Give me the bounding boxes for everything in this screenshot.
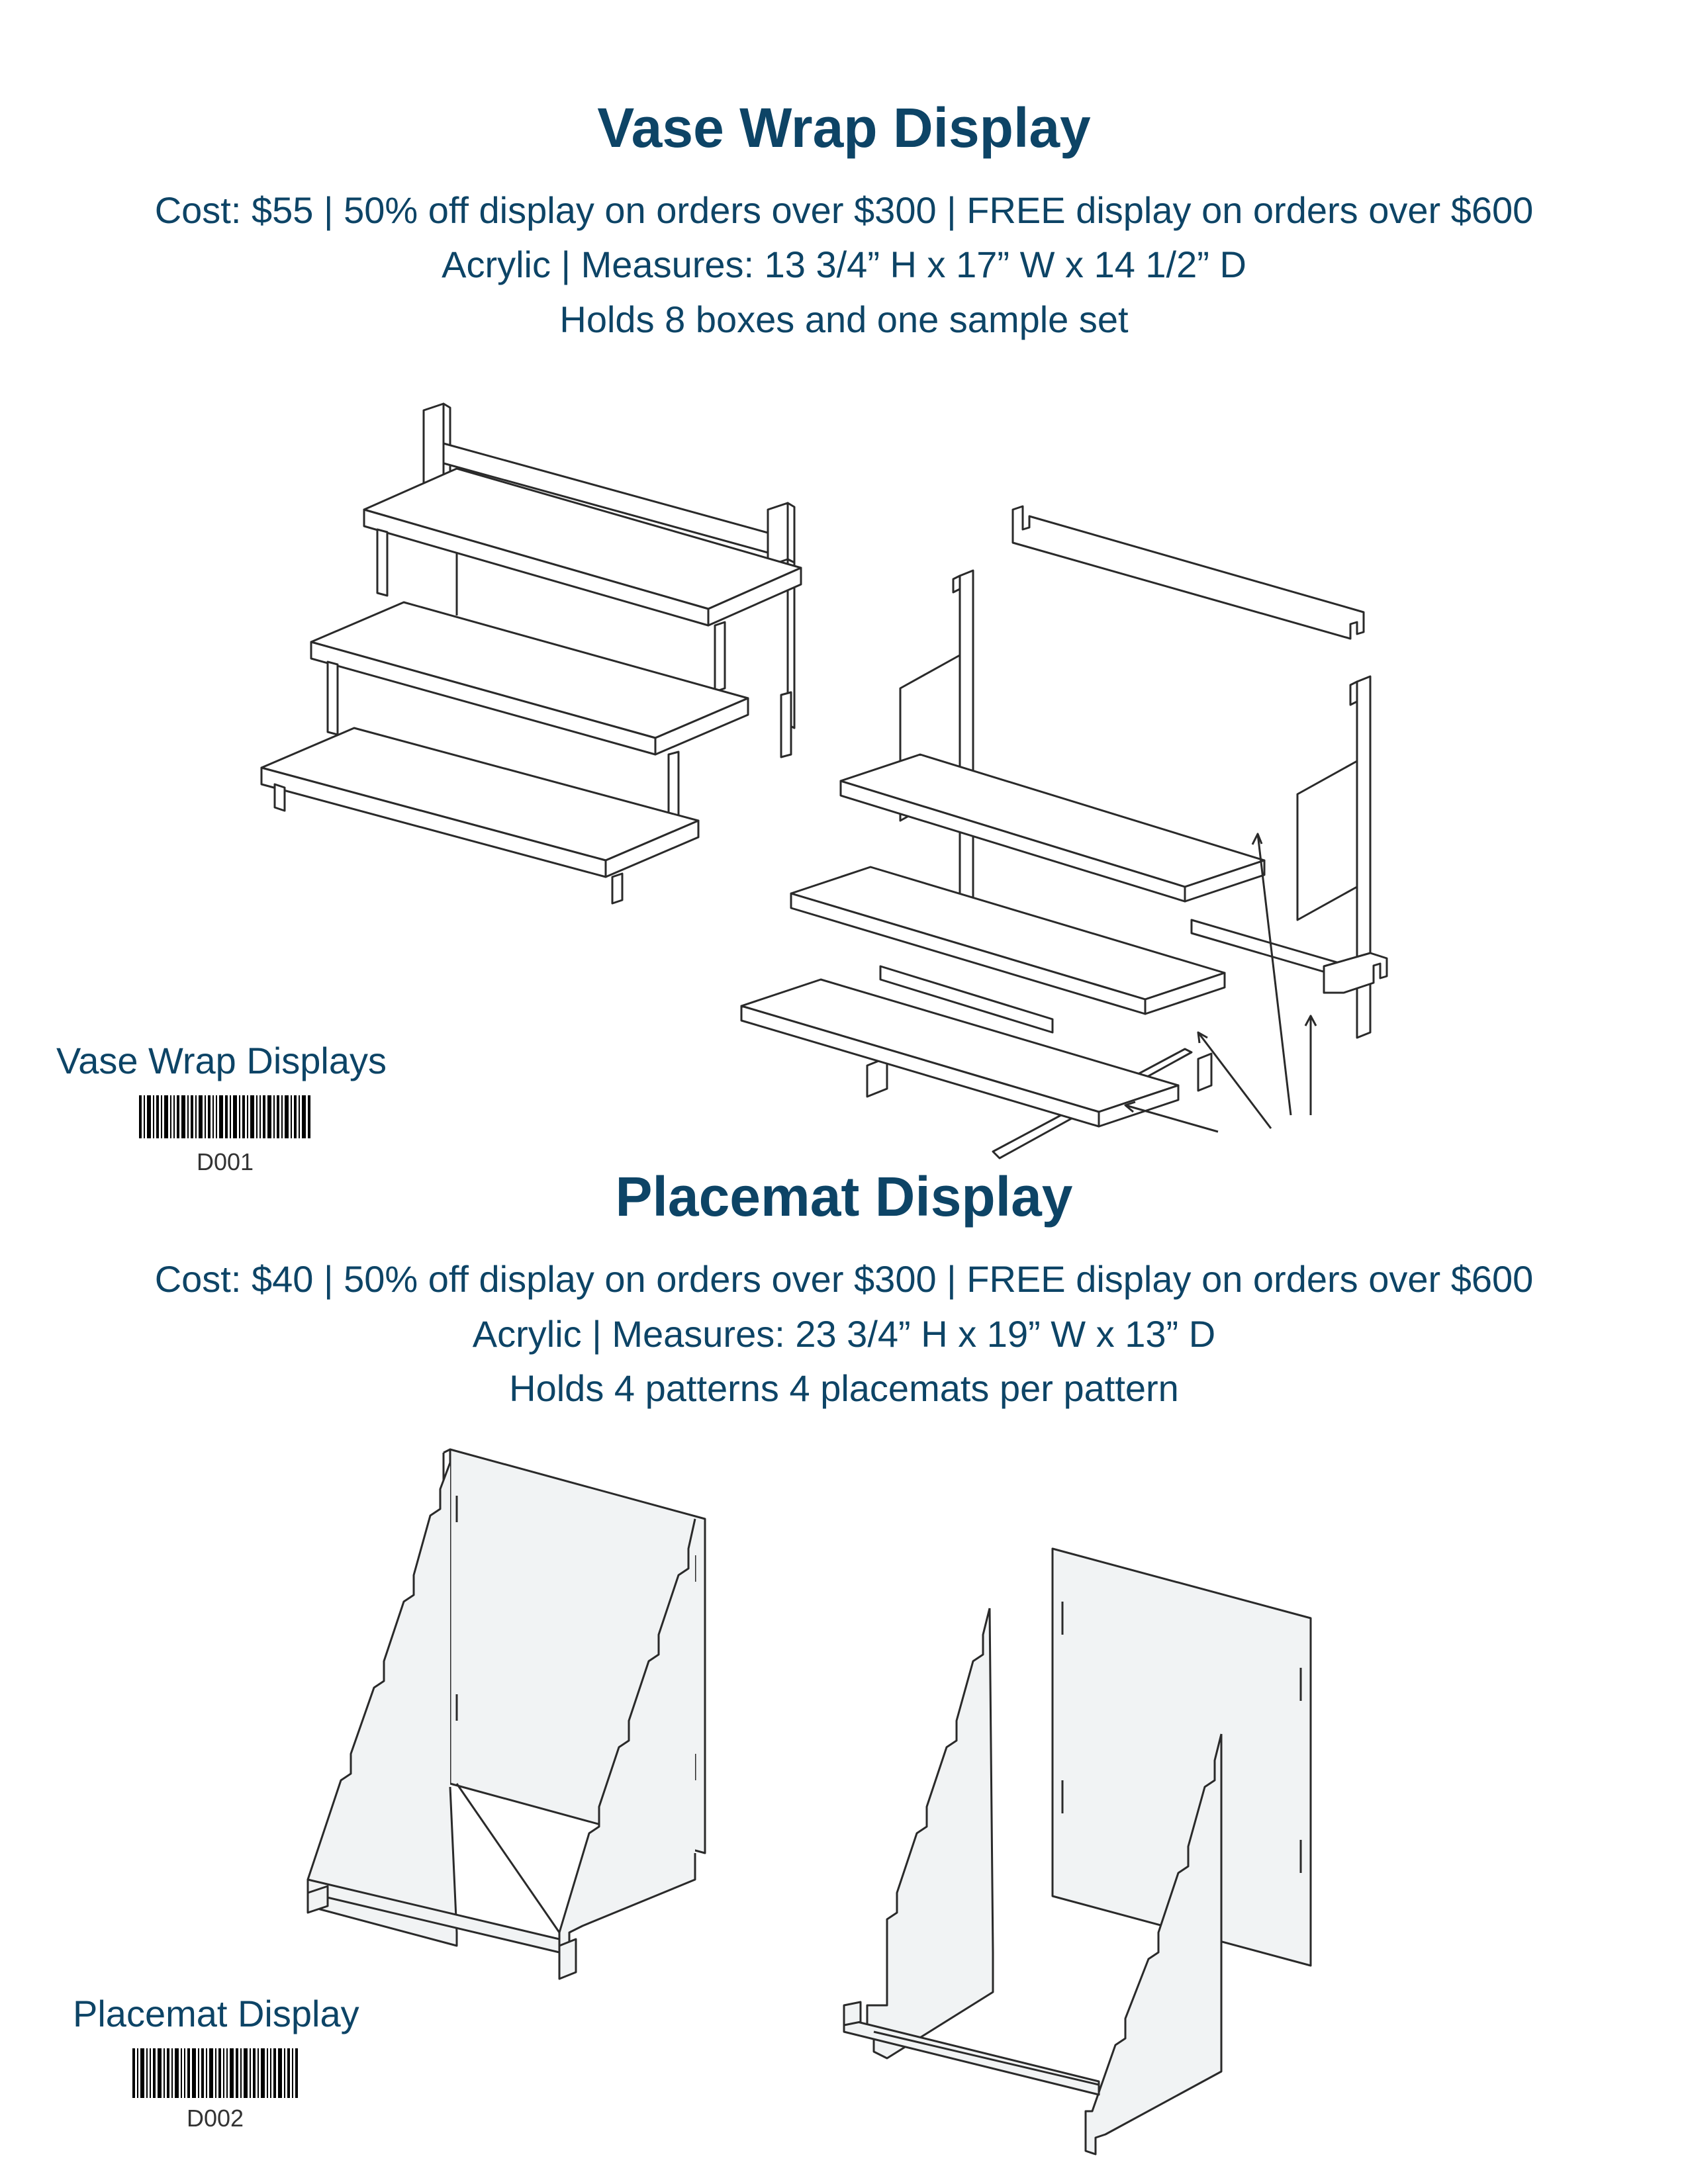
vase-barcode <box>139 1095 311 1138</box>
placemat-barcode-label: Placemat Display <box>73 1993 359 2034</box>
vase-assembled-illustration <box>252 397 808 913</box>
placemat-title: Placemat Display <box>615 1165 1073 1228</box>
vase-barcode-label: Vase Wrap Displays <box>56 1040 387 1081</box>
placemat-assembled-illustration <box>298 1443 722 2005</box>
vase-code: D001 <box>196 1148 254 1175</box>
placemat-barcode <box>132 2048 298 2098</box>
placemat-material-line: Acrylic | Measures: 23 3/4” H x 19” W x 13” D <box>472 1313 1216 1355</box>
vase-cost-line: Cost: $55 | 50% off display on orders over $300 | FREE display on orders over $600 <box>154 189 1534 231</box>
vase-exploded-illustration <box>735 490 1423 1165</box>
placemat-cost-line: Cost: $40 | 50% off display on orders over $300 | FREE display on orders over $600 <box>154 1258 1534 1300</box>
placemat-capacity-line: Holds 4 patterns 4 placemats per pattern <box>509 1367 1179 1409</box>
placemat-exploded-illustration <box>834 1529 1317 2158</box>
vase-title: Vase Wrap Display <box>597 97 1091 159</box>
vase-material-line: Acrylic | Measures: 13 3/4” H x 17” W x 14 1/2” D <box>442 244 1246 285</box>
placemat-code: D002 <box>186 2105 244 2132</box>
vase-capacity-line: Holds 8 boxes and one sample set <box>559 298 1129 340</box>
